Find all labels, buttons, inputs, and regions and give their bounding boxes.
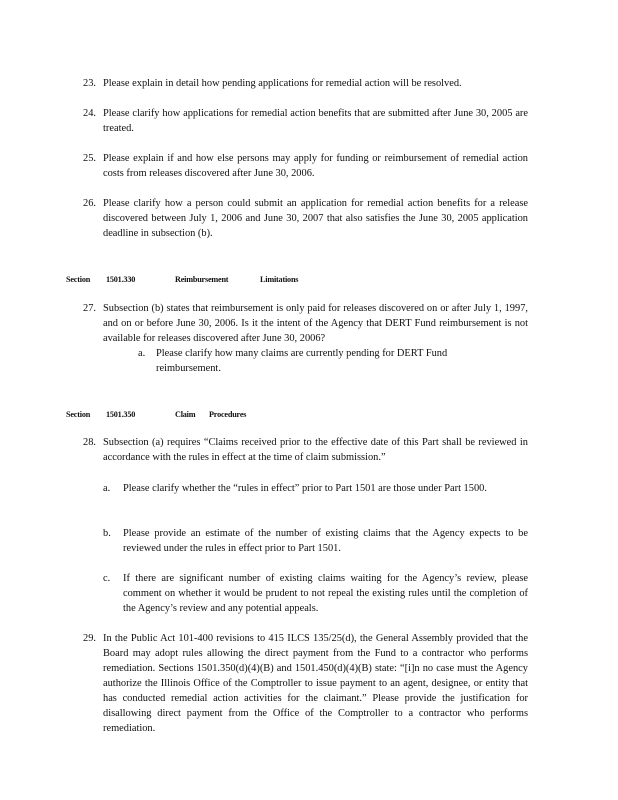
section-title-word: Limitations — [260, 275, 299, 284]
question-28-c — [103, 571, 528, 616]
sub-question-text: If there are significant number of existing claims waiting for the Agency’s review, please comment on whether it would be prudent to not repeal the existing rules until the completion of the Agency’s review and any potential appeals. — [123, 573, 528, 614]
sub-question-letter: c. — [103, 573, 111, 584]
section-title-word: Reimbursement — [175, 275, 229, 284]
question-27-a — [138, 346, 498, 376]
sub-question-text: Please clarify how many claims are currently pending for DERT Fund reimbursement. — [156, 348, 448, 374]
question-29 — [83, 631, 528, 736]
question-text: In the Public Act 101-400 revisions to 415 ILCS 135/25(d), the General Assembly provided that the Board may adopt rules allowing the direct payment from the Fund to a contractor who performs remediation. Sections 1501.350(d)(4)(B) and 1501.450(d)(4)(B) state: “[i]n no case must the Agency authorize the Illinois Office of the Comptroller to issue payment to an agent, designee, or entity that has conducted remedial action activities for the claimant.” Please provide the justification for disallowing direct payment from the Office of the Comptroller to a contractor who performs remediation. — [103, 633, 528, 734]
question-text: Subsection (a) requires “Claims received prior to the effective date of this Part shall be reviewed in accordance with the rules in effect at the time of claim submission.” — [103, 437, 528, 463]
sub-question-letter: b. — [103, 528, 111, 539]
section-number: 1501.330 — [106, 275, 136, 284]
question-text: Please clarify how a person could submit an application for remedial action benefits for a release discovered between July 1, 2006 and June 30, 2007 that also satisfies the June 30, 2005 application deadline in subsection (b). — [103, 198, 528, 239]
question-text: Please explain if and how else persons may apply for funding or reimbursement of remedial action costs from releases discovered after June 30, 2006. — [103, 153, 528, 179]
question-text: Subsection (b) states that reimbursement is only paid for releases discovered on or after July 1, 1997, and on or before June 30, 2006. Is it the intent of the Agency that DERT Fund reimbursement is not available for releases discovered after June 30, 2006? — [103, 303, 528, 344]
question-25 — [83, 151, 528, 181]
section-label: Section — [66, 275, 91, 284]
question-28-a — [103, 481, 528, 496]
sub-question-letter: a. — [138, 348, 146, 359]
section-label: Section — [66, 410, 91, 419]
sub-question-text: Please provide an estimate of the number of existing claims that the Agency expects to be reviewed under the rules in effect prior to Part 1501. — [123, 528, 528, 554]
question-text: Please clarify how applications for remedial action benefits that are submitted after June 30, 2005 are treated. — [103, 108, 528, 134]
question-24 — [83, 106, 528, 136]
question-number: 26. — [83, 198, 96, 209]
question-number: 24. — [83, 108, 96, 119]
sub-question-text: Please clarify whether the “rules in effect” prior to Part 1501 are those under Part 1500. — [123, 483, 487, 494]
question-26 — [83, 196, 528, 241]
section-title-word: Claim — [175, 410, 196, 419]
sub-question-letter: a. — [103, 483, 111, 494]
question-23 — [83, 76, 528, 91]
section-number: 1501.350 — [106, 410, 136, 419]
question-number: 25. — [83, 153, 96, 164]
question-number: 29. — [83, 633, 96, 644]
question-27 — [83, 301, 528, 346]
question-number: 28. — [83, 437, 96, 448]
question-number: 23. — [83, 78, 96, 89]
section-title-word: Procedures — [209, 410, 247, 419]
question-text: Please explain in detail how pending applications for remedial action will be resolved. — [103, 78, 462, 89]
question-28-b — [103, 526, 528, 556]
question-number: 27. — [83, 303, 96, 314]
question-28 — [83, 435, 528, 465]
